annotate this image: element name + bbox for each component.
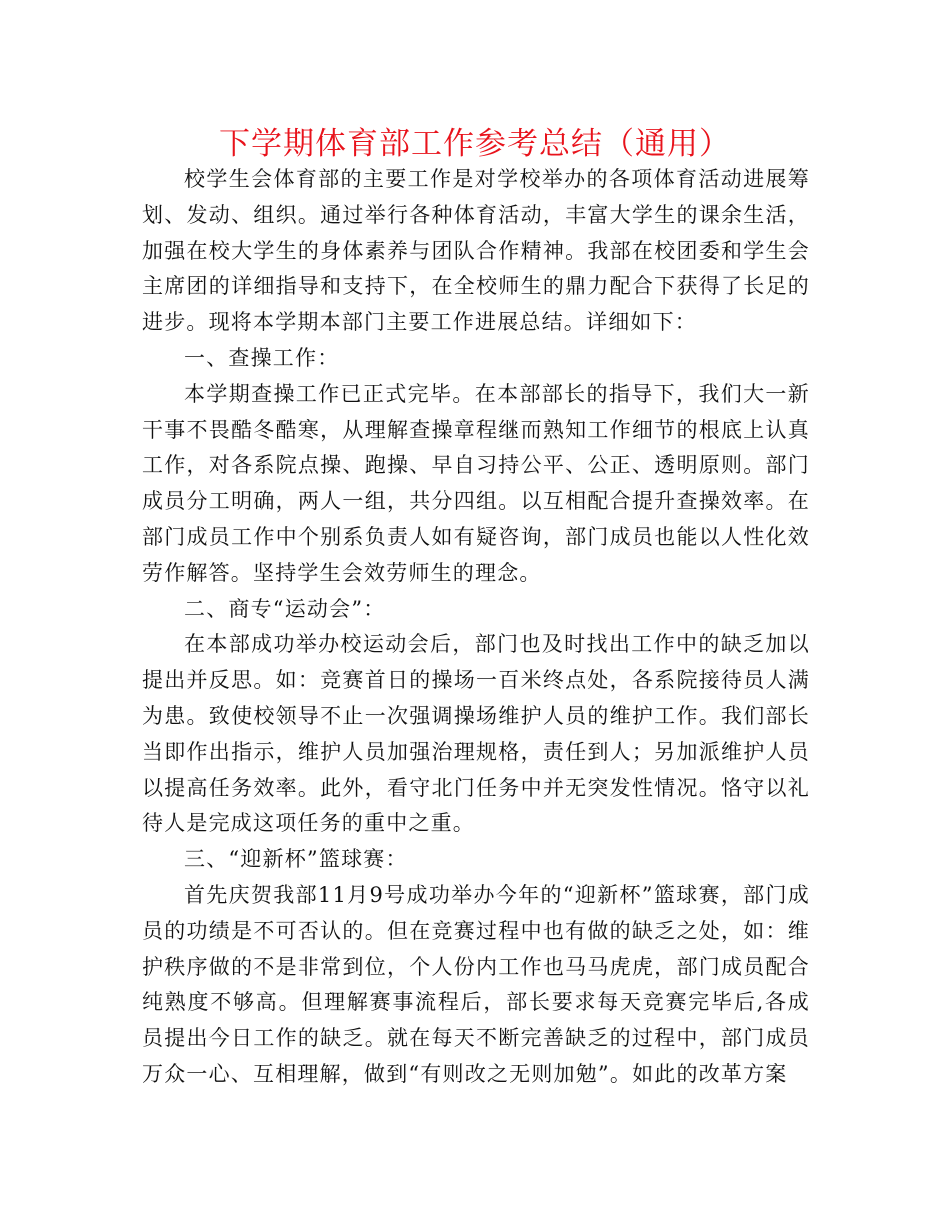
paragraph-intro: 校学生会体育部的主要工作是对学校举办的各项体育活动进展筹划、发动、组织。通过举行各种体育活动，丰富大学生的课余生活，加强在校大学生的身体素养与团队合作精神。我部在校团委和学生会主席团的详细指导和支持下，在全校师生的鼎力配合下获得了长足的进步。现将本学期本部门主要工作进展总结。详细如下： bbox=[142, 167, 810, 335]
document-title: 下学期体育部工作参考总结（通用） bbox=[219, 126, 731, 162]
section-heading-1: 一、查操工作： bbox=[184, 345, 340, 370]
paragraph-section-2: 在本部成功举办校运动会后，部门也及时找出工作中的缺乏加以提出并反思。如：竞赛首日的操场一百米终点处，各系院接待员人满为患。致使校领导不止一次强调操场维护人员的维护工作。我们部长当即作出指示，维护人员加强治理规格，责任到人；另加派维护人员以提高任务效率。此外，看守北门任务中并无突发性情况。恪守以礼待人是完成这项任务的重中之重。 bbox=[142, 632, 810, 836]
document-body bbox=[142, 162, 810, 1093]
section-heading-2: 二、商专“运动会”： bbox=[184, 596, 386, 621]
paragraph-section-1: 本学期查操工作已正式完毕。在本部部长的指导下，我们大一新干事不畏酷冬酷寒，从理解查操章程继而熟知工作细节的根底上认真工作，对各系院点操、跑操、早自习持公平、公正、透明原则。部门成员分工明确，两人一组，共分四组。以互相配合提升查操效率。在部门成员工作中个别系负责人如有疑咨询，部门成员也能以人性化效劳作解答。坚持学生会效劳师生的理念。 bbox=[142, 381, 810, 585]
paragraph-section-3: 首先庆贺我部11月9号成功举办今年的“迎新杯”篮球赛，部门成员的功绩是不可否认的。但在竞赛过程中也有做的缺乏之处，如：维护秩序做的不是非常到位，个人份内工作也马马虎虎，部门成员配合纯熟度不够高。但理解赛事流程后，部长要求每天竞赛完毕后,各成员提出今日工作的缺乏。就在每天不断完善缺乏的过程中，部门成员万众一心、互相理解，做到“有则改之无则加勉”。如此的改革方案 bbox=[142, 882, 810, 1086]
section-heading-3: 三、“迎新杯”篮球赛： bbox=[184, 847, 408, 872]
